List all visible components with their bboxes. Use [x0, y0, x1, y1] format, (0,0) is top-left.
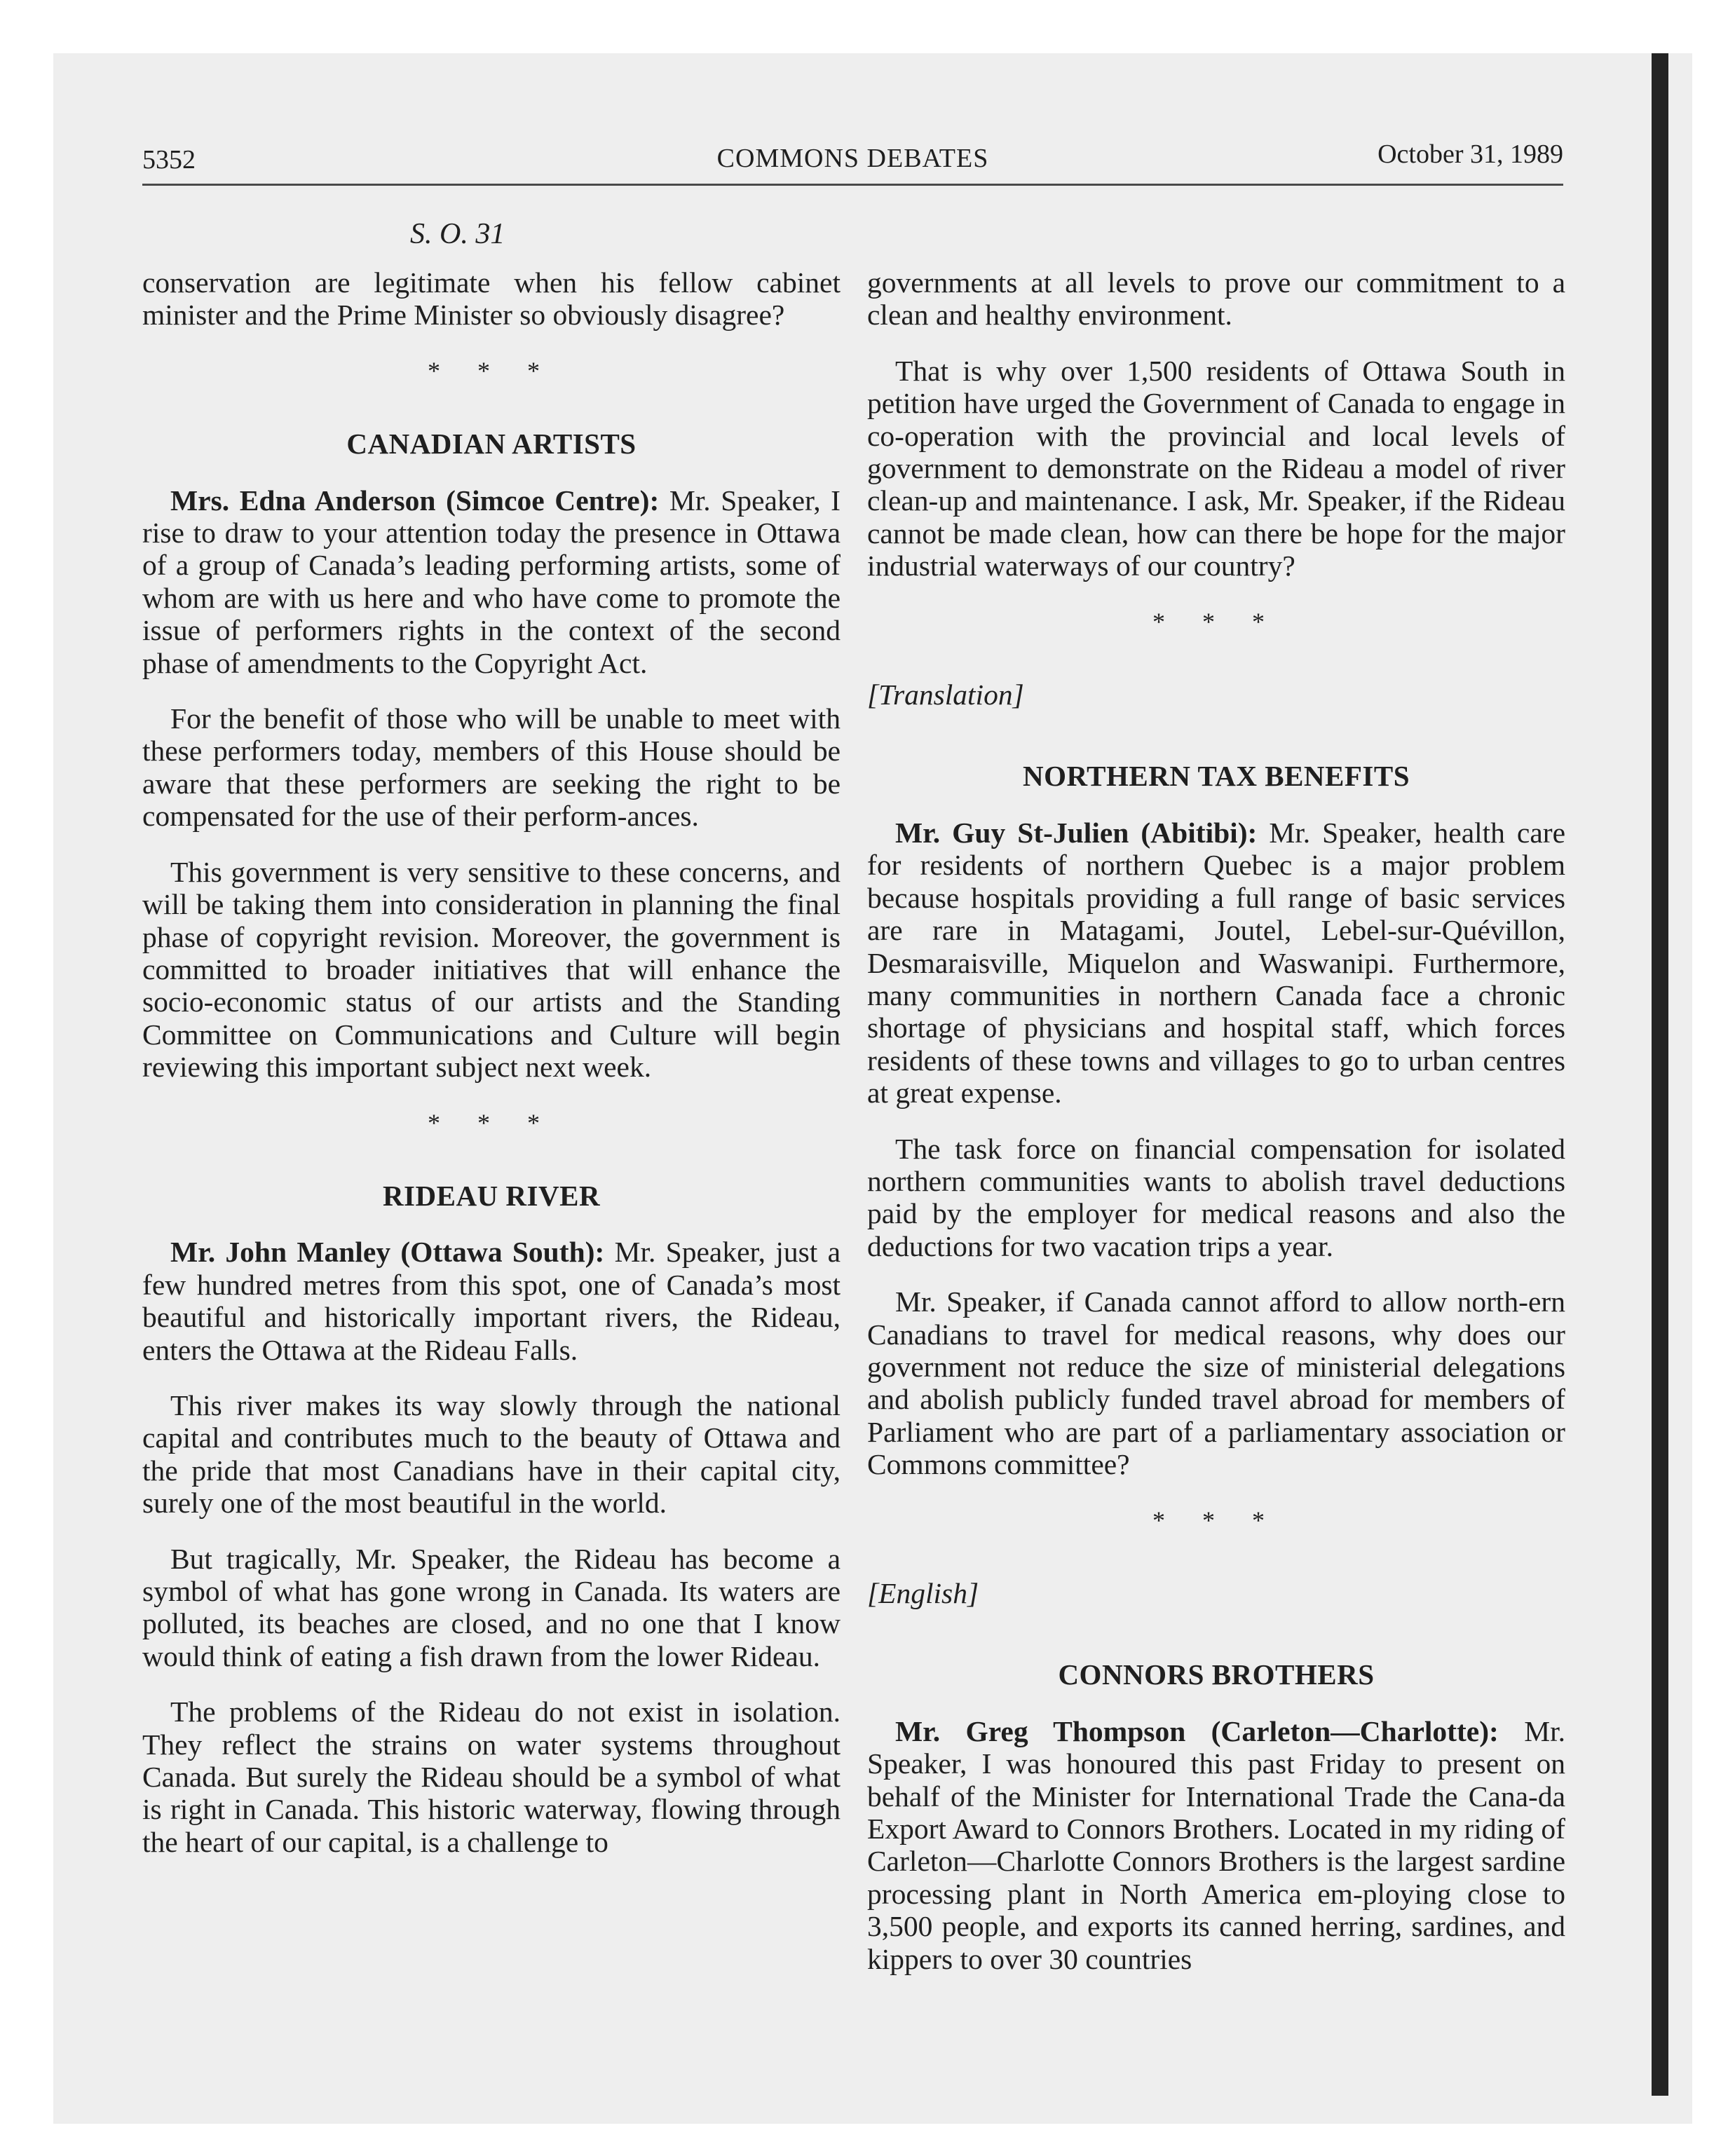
section-title-rideau-river: RIDEAU RIVER — [382, 1179, 601, 1212]
paragraph — [142, 1236, 841, 1366]
speaker-name: Mrs. Edna Anderson (Simcoe Centre): — [170, 484, 660, 517]
scan-edge-shadow — [1652, 53, 1668, 2096]
section-separator: * * * — [1152, 1506, 1280, 1534]
paragraph: Mr. Speaker, if Canada cannot afford to allow north-ern Canadians to travel for medical reasons, why does our government not reduce the size of ministerial delegations and abolish publicly funded travel abroad for members of Parliament who are part of a parliamentary association or Commons committee? — [867, 1285, 1565, 1481]
paragraph: But tragically, Mr. Speaker, the Rideau has become a symbol of what has gone wrong in Canada. Its waters are polluted, its beaches are closed, and no one that I know would think of eating a fish drawn from the lower Rideau. — [142, 1542, 841, 1672]
journal-title: COMMONS DEBATES — [716, 144, 989, 173]
continued-paragraph: conservation are legitimate when his fellow cabinet minister and the Prime Minister so obviously disagree? — [142, 266, 841, 332]
paragraph: For the benefit of those who will be unable to meet with these performers today, members of this House should be aware that these performers are seeking the right to be compensated for the use of their perform-ances. — [142, 702, 841, 833]
language-tag-translation: [Translation] — [867, 678, 1024, 711]
paragraph: The problems of the Rideau do not exist in isolation. They reflect the strains on water systems throughout Canada. But surely the Rideau should be a symbol of what is right in Canada. This historic waterway, flowing through the heart of our capital, is a challenge to — [142, 1696, 841, 1858]
issue-date: October 31, 1989 — [1377, 139, 1563, 169]
paragraph: The task force on financial compensation for isolated northern communities wants to abolish travel deductions paid by the employer for medical reasons and also the deductions for two vacation trips a year. — [867, 1132, 1565, 1262]
section-separator: * * * — [428, 356, 555, 385]
paragraph: That is why over 1,500 residents of Ottawa South in petition have urged the Government of Canada to engage in co-operation with the provincial and local levels of government to demonstrate on the Rideau a model of river clean-up and maintenance. I ask, Mr. Speaker, if the Rideau cannot be made clean, how can there be hope for the major industrial waterways of our country? — [867, 354, 1565, 582]
section-title-connors-brothers: CONNORS BROTHERS — [1058, 1658, 1375, 1691]
section-title-northern-tax-benefits: NORTHERN TAX BENEFITS — [1022, 760, 1410, 793]
paragraph: This river makes its way slowly through the national capital and contributes much to the beauty of Ottawa and the pride that most Canadians have in their capital city, surely one of the most beautiful in the world. — [142, 1389, 841, 1520]
section-separator: * * * — [1152, 607, 1280, 636]
language-tag-english: [English] — [867, 1577, 979, 1609]
paragraph — [867, 817, 1565, 1110]
speech-text: Mr. Speaker, just a few hundred metres from this spot, one of Canada’s most beautiful and historically important rivers, the Rideau, enters the Ottawa at the Rideau Falls. — [142, 1236, 841, 1366]
speaker-name: Mr. Guy St-Julien (Abitibi): — [895, 816, 1258, 849]
paragraph — [142, 484, 841, 679]
header-rule — [142, 184, 1563, 186]
right-column — [867, 266, 1565, 1998]
left-column — [142, 266, 841, 1881]
speech-text: Mr. Speaker, I rise to draw to your attention today the presence in Ottawa of a group of Canada’s leading performing artists, some of whom are with us here and who have come to promote the issue of performers rights in the context of the second phase of amendments to the Copyright Act. — [142, 484, 841, 679]
continued-paragraph: governments at all levels to prove our commitment to a clean and healthy environment. — [867, 266, 1565, 332]
running-head — [142, 139, 1563, 184]
paragraph: This government is very sensitive to these concerns, and will be taking them into consideration in planning the final phase of copyright revision. Moreover, the government is committed to broader initiatives that will enhance the socio-economic status of our artists and the Standing Committee on Communications and Culture will begin reviewing this important subject next week. — [142, 855, 841, 1084]
section-title-canadian-artists: CANADIAN ARTISTS — [346, 428, 637, 460]
speaker-name: Mr. Greg Thompson (Carleton—Charlotte): — [895, 1714, 1499, 1747]
standing-order-label: S. O. 31 — [410, 218, 505, 250]
speaker-name: Mr. John Manley (Ottawa South): — [170, 1236, 605, 1269]
speech-text: Mr. Speaker, I was honoured this past Friday to present on behalf of the Minister for International Trade the Cana-da Export Award to Connors Brothers. Located in my riding of Carleton—Charlotte Connors Brothers is the largest sardine processing plant in North America em-ploying close to 3,500 people, and exports its canned herring, sardines, and kippers to over 30 countries — [867, 1714, 1565, 1975]
page-number: 5352 — [142, 145, 196, 175]
speech-text: Mr. Speaker, health care for residents of northern Quebec is a major problem because hospitals providing a full range of basic services are rare in Matagami, Joutel, Lebel-sur-Quévillon, Desmaraisville, Miquelon and Waswanipi. Furthermore, many communities in northern Canada face a chronic shortage of physicians and hospital staff, which forces residents of these towns and villages to go to urban centres at great expense. — [867, 816, 1565, 1110]
section-separator: * * * — [428, 1108, 555, 1137]
paragraph — [867, 1715, 1565, 1975]
